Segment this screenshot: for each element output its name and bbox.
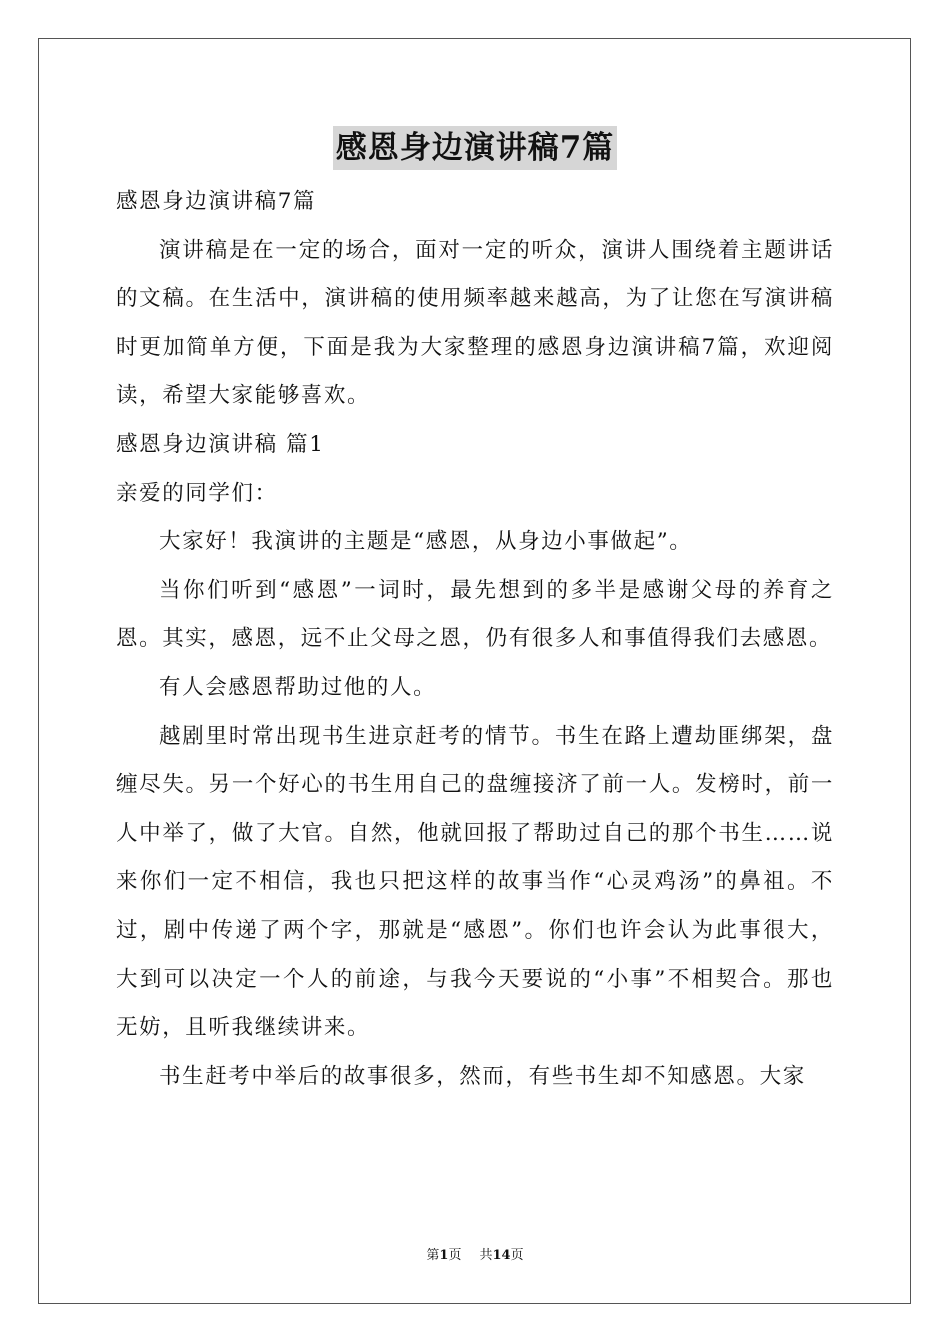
footer-total-prefix: 共 — [479, 1248, 493, 1263]
footer-page-current: 1 — [439, 1248, 449, 1263]
paragraph: 感恩身边演讲稿 篇1 — [116, 431, 325, 457]
paragraph: 演讲稿是在一定的场合，面对一定的听众，演讲人围绕着主题讲话的文稿。在生活中，演讲稿的使用频率越来越高，为了让您在写演讲稿时更加简单方便，下面是我为大家整理的感恩身边演讲稿7篇，欢迎阅读，希望大家能够喜欢。 — [116, 237, 834, 409]
footer-total-suffix: 页 — [510, 1248, 524, 1263]
footer-page-prefix: 第 — [426, 1248, 440, 1263]
document-body — [116, 178, 834, 1101]
footer-page-mid: 页 — [448, 1248, 462, 1263]
paragraph: 感恩身边演讲稿7篇 — [116, 189, 317, 214]
paragraph: 有人会感恩帮助过他的人。 — [159, 674, 437, 700]
paragraph: 当你们听到“感恩”一词时，最先想到的多半是感谢父母的养育之恩。其实，感恩，远不止父母之恩，仍有很多人和事值得我们去感恩。 — [116, 577, 834, 652]
title-container — [0, 126, 950, 170]
page-footer — [0, 1247, 950, 1265]
paragraph: 大家好！我演讲的主题是“感恩，从身边小事做起”。 — [159, 529, 693, 555]
paragraph: 书生赶考中举后的故事很多，然而，有些书生却不知感恩。大家 — [159, 1063, 806, 1089]
footer-page-total: 14 — [492, 1248, 511, 1263]
paragraph: 亲爱的同学们： — [116, 480, 278, 506]
paragraph: 越剧里时常出现书生进京赶考的情节。书生在路上遭劫匪绑架，盘缠尽失。另一个好心的书生用自己的盘缠接济了前一人。发榜时，前一人中举了，做了大官。自然，他就回报了帮助过自己的那个书生……说来你们一定不相信，我也只把这样的故事当作“心灵鸡汤”的鼻祖。不过，剧中传递了两个字，那就是“感恩”。你们也许会认为此事很大，大到可以决定一个人的前途，与我今天要说的“小事”不相契合。那也无妨，且听我继续讲来。 — [116, 723, 834, 1041]
document-title: 感恩身边演讲稿7篇 — [333, 126, 618, 170]
